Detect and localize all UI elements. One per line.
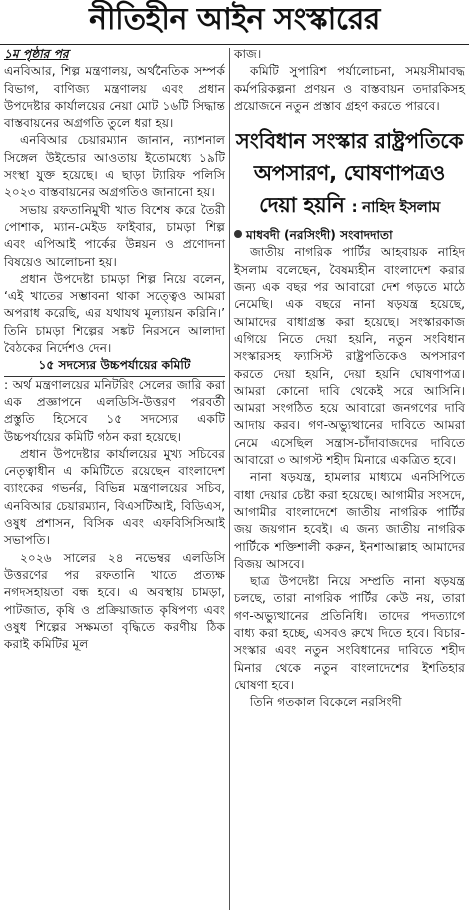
- left-paragraph-6: প্রধান উপদেষ্টার কার্যালয়ের মুখ্য সচিবের নেতৃত্বাধীন এ কমিটিতে রয়েছেন বাংলাদেশ ব্যাংকের গভর্নর, বিভিন্ন মন্ত্রণালয়ের সচিব, এনবিআর চেয়ারম্যান, বিএসটিআই, বিডিএস, ওষুধ প্রশাসন, বিসিক এবং এফবিসিসিআই সভাপতি।: [4, 446, 225, 548]
- bullet-icon: [234, 230, 242, 238]
- left-paragraph-7: ২০২৬ সালের ২৪ নভেম্বর এলডিসি উত্তরণের পর রফতানি খাতে প্রত্যক্ষ নগদসহায়তা বন্ধ হবে। এ অবস্থায় চামড়া, পাটজাত, কৃষি ও প্রক্রিয়াজাত কৃষিপণ্য এবং ওষুধ শিল্পের সক্ষমতা বৃদ্ধিতে করণীয় ঠিক করাই কমিটির মূল: [4, 550, 225, 652]
- column-divider: [229, 48, 230, 910]
- left-column: [4, 46, 225, 653]
- left-paragraph-4: প্রধান উপদেষ্টা চামড়া শিল্প নিয়ে বলেন, ‘এই খাতের সম্ভাবনা থাকা সত্ত্বেও আমরা অপরাধ করেছি, এর যথাযথ মূল্যায়ন করিনি।’ তিনি চামড়া শিল্পের সঙ্কট নিরসনে আলাদা বৈঠকের নির্দেশও দেন।: [4, 271, 225, 356]
- byline: [234, 227, 465, 244]
- committee-paragraph: কমিটি সুপারিশ পর্যালোচনা, সময়সীমাবদ্ধ কর্মপরিকল্পনা প্রণয়ন ও বাস্তবায়ন তদারকিসহ প্রয়োজনে নতুন প্রস্তাব গ্রহণ করতে পারবে।: [234, 64, 465, 113]
- right-paragraph-1: জাতীয় নাগরিক পার্টির আহবায়ক নাহিদ ইসলাম বলেছেন, বৈষম্যহীন বাংলাদেশ করার জন্য এক বছর পর আবারো দেশ গড়তে মাঠে নেমেছি। এক বছরে নানা ষড়যন্ত্র হয়েছে, আমাদের বাধাগ্রস্ত করা হয়েছে। সংস্কারকাজ এগিয়ে নিতে দেয়া হয়নি, নতুন সংবিধান সংস্কারসহ ফ্যাসিস্ট রাষ্ট্রপতিকেও অপসারণ করতে দেয়া হয়নি, দেয়া হয়নি ঘোষণাপত্র। আমরা কোনো দাবি থেকেই সরে আসিনি। আমরা সংগঠিত হয়ে আবারো জনগণের দাবি আদায় করব। গণ-অভ্যুত্থানের দাবিতে আমরা নেমে এসেছিল সন্ত্রাস-চাঁদাবাজদের দাবিতে আবারো ৩ আগস্ট শহীদ মিনারে একত্রিত হবে।: [234, 245, 465, 468]
- headline: নীতিহীন আইন সংস্কারের: [89, 2, 380, 37]
- right-paragraph-2: নানা ষড়যন্ত্র, হামলার মাধ্যমে এনসিপিতে বাধা দেয়ার চেষ্টা করা হয়েছে। আগামীর সংসদে, আগামীর বাংলাদেশে জাতীয় নাগরিক পার্টির জয় জয়গান হবেই। এ জন্য জাতীয় নাগরিক পার্টিকে শক্তিশালী করুন, ইনশাআল্লাহ আমাদের বিজয় আসবে।: [234, 470, 465, 571]
- news-headline-main: সংবিধান সংস্কার রাষ্ট্রপতিকে অপসারণ, ঘোষণাপত্রও দেয়া হয়নি: [235, 129, 464, 218]
- continuation-text: কাজ।: [234, 47, 262, 61]
- byline-text: মাধবদী (নরসিংদী) সংবাদদাতা: [246, 228, 393, 243]
- right-paragraph-3: ছাত্র উপদেষ্টা নিয়ে সম্প্রতি নানা ষড়যন্ত্র চলছে, তারা নাগরিক পার্টির কেউ নয়, তারা গণ-অভ্যুত্থানের প্রতিনিধি। তাদের পদত্যাগে বাধ্য করা হচ্ছে, এসবও রুখে দিতে হবে। বিচার-সংস্কার এবং নতুন সংবিধানের দাবিতে শহীদ মিনার থেকে নতুন বাংলাদেশের ইশতিহার ঘোষণা হবে।: [234, 574, 465, 692]
- news-headline: [234, 125, 465, 223]
- page-reference: ১ম পৃষ্ঠার পর: [4, 47, 69, 61]
- left-paragraph-3: সভায় রফতানিমুখী খাত বিশেষ করে তৈরী পোশাক, ম্যান-মেইড ফাইবার, চামড়া শিল্প এবং এপিআই পার্কের উন্নয়ন ও প্রণোদনা বিষয়েও আলোচনা হয়।: [4, 202, 225, 269]
- left-paragraph-2: এনবিআর চেয়ারম্যান জানান, ন্যাশনাল সিঙ্গেল উইন্ডোর আওতায় ইতোমধ্যে ১৯টি সংস্থা যুক্ত হয়েছে। এ ছাড়া ট্যারিফ পলিসি ২০২৩ বাস্তবায়নের অগ্রগতিও জানানো হয়।: [4, 133, 225, 200]
- right-paragraph-4: তিনি গতকাল বিকেলে নরসিংদী: [250, 695, 402, 710]
- left-paragraph-1: এনবিআর, শিল্প মন্ত্রণালয়, অর্থনৈতিক সম্পর্ক বিভাগ, বাণিজ্য মন্ত্রণালয় এবং প্রধান উপদেষ্টার কার্যালয়ের নেয়া মোট ১৬টি সিদ্ধান্ত বাস্তবায়নের অগ্রগতি তুলে ধরা হয়।: [4, 64, 225, 131]
- headline-rule: [0, 44, 469, 45]
- right-column: [234, 46, 465, 712]
- committee-subhead: ১৫ সদস্যের উচ্চপর্যায়ের কমিটি: [38, 358, 191, 373]
- left-paragraph-5: : অর্থ মন্ত্রণালয়ের মনিটরিং সেলের জারি করা এক প্রজ্ঞাপনে এলডিসি-উত্তরণ পরবর্তী প্রস্তুতি হিসেবে ১৫ সদস্যের একটি উচ্চপর্যায়ের কমিটি গঠন করা হয়েছে।: [4, 377, 225, 444]
- news-headline-speaker: : নাহিদ ইসলাম: [351, 198, 440, 217]
